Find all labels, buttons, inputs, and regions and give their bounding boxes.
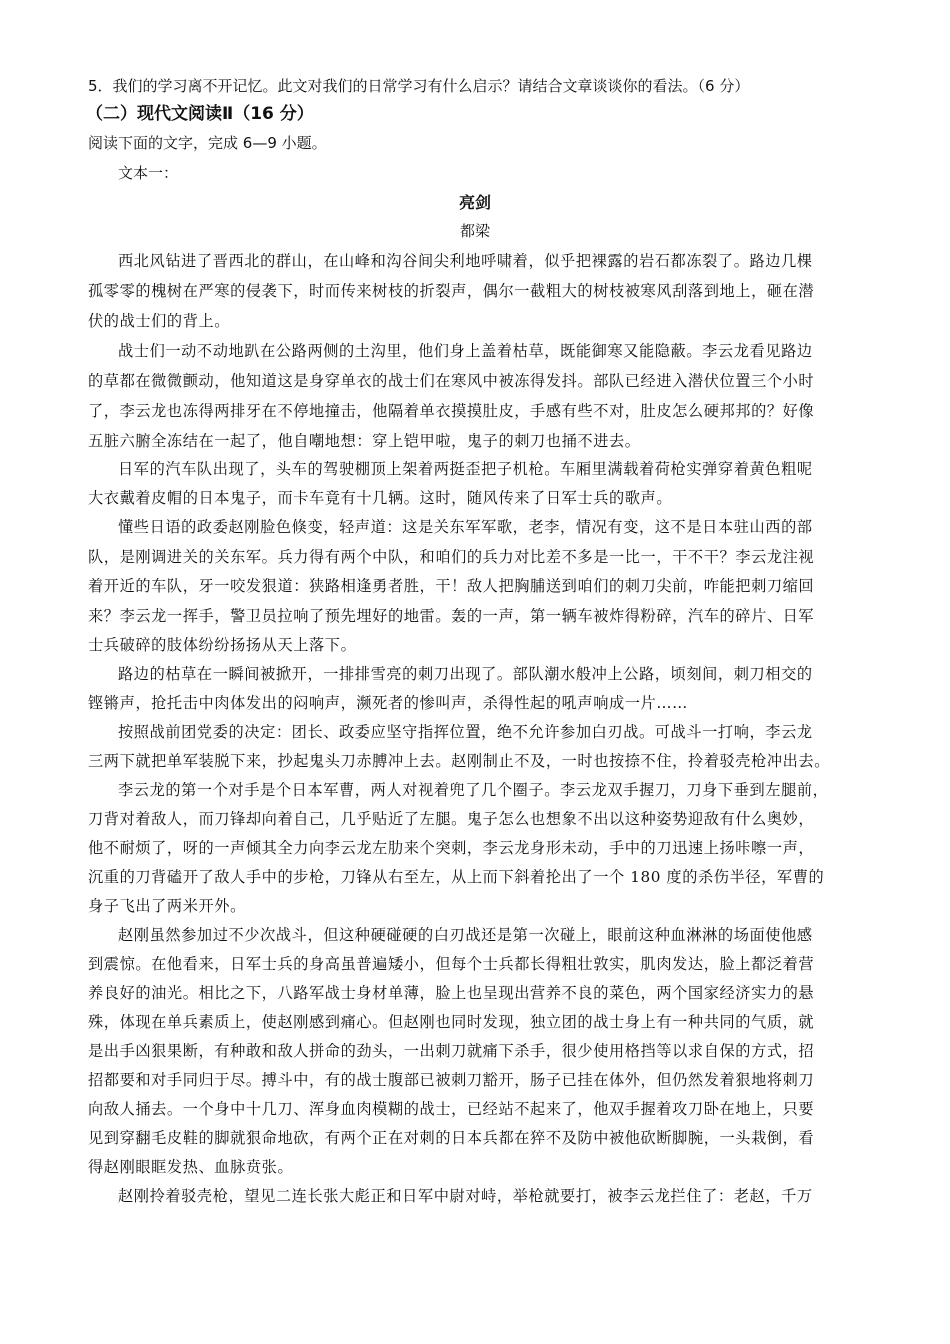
para-8-line-3: 养良好的油光。相比之下，八路军战士身材单薄，脸上也呈现出营养不良的菜色，两个国家经济实力的悬 — [88, 984, 815, 1002]
instruction: 阅读下面的文字，完成 6—9 小题。 — [88, 134, 327, 152]
para-7-line-4: 沉重的刀背磕开了敌人手中的步枪，刀锋从右至左，从上而下斜着抡出了一个 180 度的杀伤半径，军曹的 — [88, 868, 825, 886]
para-6-line-2: 三两下就把单军装脱下来，抄起鬼头刀赤膊冲上去。赵刚制止不及，一时也按捺不住，拎着驳壳枪冲出去。 — [88, 752, 831, 770]
para-7-line-1: 李云龙的第一个对手是个日本军曹，两人对视着兜了几个圈子。李云龙双手握刀，刀身下垂到左腿前， — [118, 781, 829, 799]
para-9-line-1: 赵刚拎着驳壳枪，望见二连长张大彪正和日军中尉对峙，举枪就要打，被李云龙拦住了：老赵，千万 — [118, 1187, 813, 1205]
para-6-line-1: 按照战前团党委的决定：团长、政委应坚守指挥位置，绝不允许参加白刃战。可战斗一打响，李云龙 — [118, 723, 813, 741]
para-1-line-1: 西北风钻进了晋西北的群山，在山峰和沟谷间尖利地呼啸着，似乎把裸露的岩石都冻裂了。路边几棵 — [118, 252, 813, 270]
para-7-line-5: 身子飞出了两米开外。 — [88, 897, 246, 915]
para-8-line-5: 是出手凶狠果断，有种敢和敌人拼命的劲头，一出刺刀就痛下杀手，很少使用格挡等以求自保的方式，招 — [88, 1042, 815, 1060]
para-7-line-2: 刀背对着敌人，而刀锋却向着自己，几乎贴近了左腿。鬼子怎么也想象不出以这种姿势迎敌有什么奥妙， — [88, 810, 815, 828]
para-5-line-1: 路边的枯草在一瞬间被掀开，一排排雪亮的刺刀出现了。部队潮水般冲上公路，顷刻间，刺刀相交的 — [118, 665, 813, 683]
para-2-line-1: 战士们一动不动地趴在公路两侧的土沟里，他们身上盖着枯草，既能御寒又能隐蔽。李云龙看见路边 — [118, 342, 813, 360]
para-7-line-3: 他不耐烦了，呀的一声倾其全力向李云龙左肋来个突刺，李云龙身形未动，手中的刀迅速上扬咔嚓一声， — [88, 839, 815, 857]
para-8-line-2: 到震惊。在他看来，日军士兵的身高虽普遍矮小，但每个士兵都长得粗壮敦实，肌肉发达，脸上都泛着营 — [88, 955, 815, 973]
para-1-line-3: 伏的战士们的背上。 — [88, 312, 231, 330]
para-2-line-2: 的草都在微微颤动，他知道这是身穿单衣的战士们在寒风中被冻得发抖。部队已经进入潜伏位置三个小时 — [88, 372, 815, 390]
para-8-line-6: 招都要和对手同归于尽。搏斗中，有的战士腹部已被刺刀豁开，肠子已挂在体外，但仍然发着狠地将刺刀 — [88, 1071, 815, 1089]
para-8-line-8: 见到穿翻毛皮鞋的脚就狠命地砍，有两个正在对刺的日本兵都在猝不及防中被他砍断脚腕，一头栽倒，看 — [88, 1129, 815, 1147]
section-heading: （二）现代文阅读Ⅱ（16 分） — [86, 104, 314, 124]
para-1-line-2: 孤零零的槐树在严寒的侵袭下，时而传来树枝的折裂声，偶尔一截粗大的树枝被寒风刮落到地上，砸在潜 — [88, 282, 815, 300]
para-4-line-5: 士兵破碎的肢体纷纷扬扬从天上落下。 — [88, 636, 357, 654]
article-author: 都梁 — [459, 222, 490, 240]
para-3-line-1: 日军的汽车队出现了，头车的驾驶棚顶上架着两挺歪把子机枪。车厢里满载着荷枪实弹穿着黄色粗呢 — [118, 460, 813, 478]
para-8-line-7: 向敌人捅去。一个身中十几刀、浑身血肉模糊的战士，已经站不起来了，他双手握着攻刀卧在地上，只要 — [88, 1100, 815, 1118]
para-4-line-2: 队，是刚调进关的关东军。兵力得有两个中队，和咱们的兵力对比差不多是一比一，干不干？李云龙注视 — [88, 548, 815, 566]
para-2-line-3: 了，李云龙也冻得两排牙在不停地撞击，他隔着单衣摸摸肚皮，手感有些不对，肚皮怎么硬邦邦的？好像 — [88, 402, 815, 420]
para-5-line-2: 铿锵声，抢托击中肉体发出的闷响声，濒死者的惨叫声，杀得性起的吼声响成一片…… — [88, 694, 688, 712]
question-5: 5．我们的学习离不开记忆。此文对我们的日常学习有什么启示？请结合文章谈谈你的看法。（6 分） — [88, 77, 750, 95]
para-8-line-1: 赵刚虽然参加过不少次战斗，但这种硬碰硬的白刃战还是第一次碰上，眼前这种血淋淋的场面使他感 — [118, 926, 813, 944]
para-2-line-4: 五脏六腑全冻结在一起了，他自嘲地想：穿上铠甲啦，鬼子的刺刀也捅不进去。 — [88, 432, 641, 450]
article-title: 亮剑 — [458, 193, 491, 212]
para-8-line-4: 殊，体现在单兵素质上，使赵刚感到痛心。但赵刚也同时发现，独立团的战士身上有一种共同的气质，就 — [88, 1013, 815, 1031]
para-4-line-1: 懂些日语的政委赵刚脸色倏变，轻声道：这是关东军军歌，老李，情况有变，这不是日本驻山西的部 — [118, 518, 813, 536]
para-4-line-3: 着开近的车队，牙一咬发狠道：狭路相逢勇者胜，干！敌人把胸脯送到咱们的刺刀尖前，咋能把刺刀缩回 — [88, 577, 815, 595]
para-4-line-4: 来？李云龙一挥手，警卫员拉响了预先埋好的地雷。轰的一声，第一辆车被炸得粉碎，汽车的碎片、日军 — [88, 607, 815, 625]
para-3-line-2: 大衣戴着皮帽的日本鬼子，而卡车竟有十几辆。这时，随风传来了日军士兵的歌声。 — [88, 489, 673, 507]
para-8-line-9: 得赵刚眼眶发热、血脉贲张。 — [88, 1158, 294, 1176]
text-label: 文本一： — [118, 164, 179, 182]
